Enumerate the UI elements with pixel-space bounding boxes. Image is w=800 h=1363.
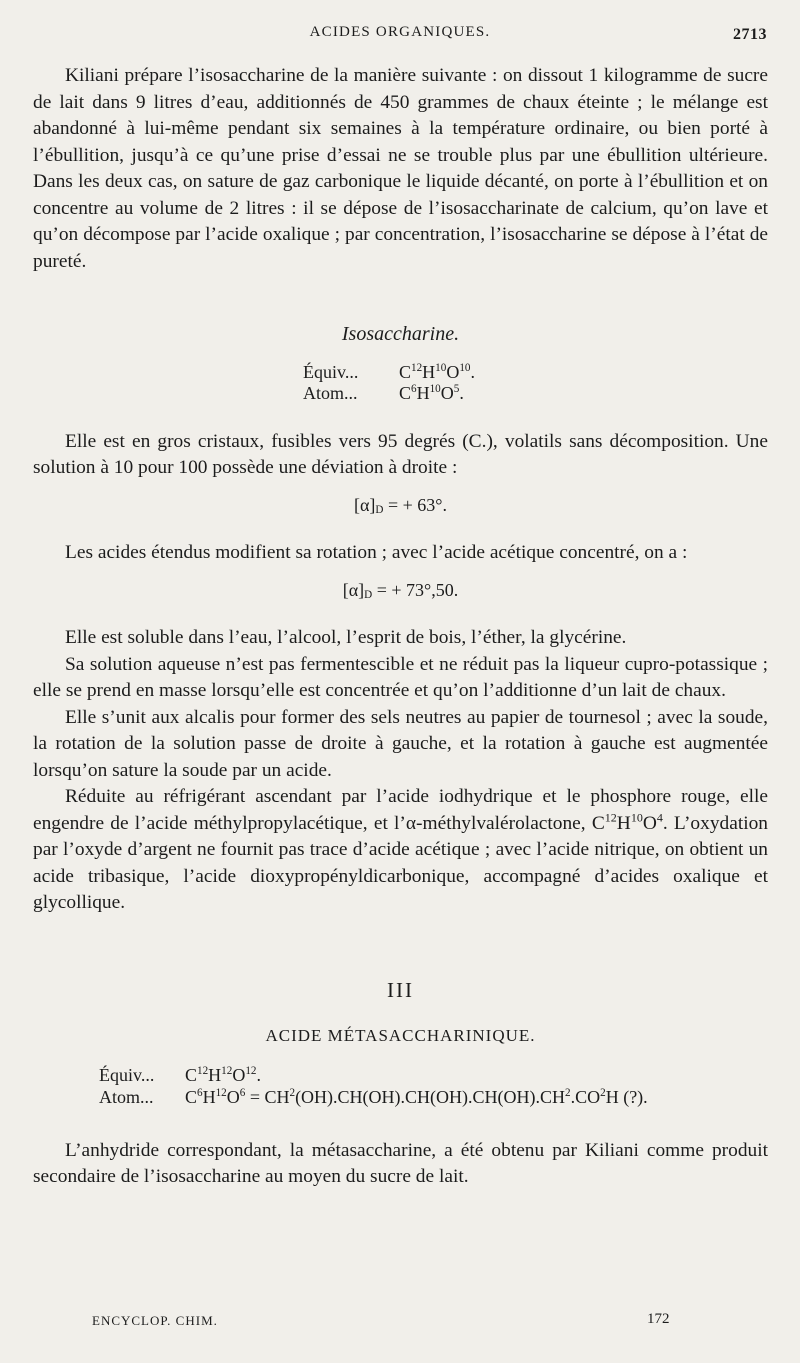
atom-label: Atom... — [303, 382, 358, 403]
section-heading-isosaccharine: Isosaccharine. — [341, 323, 460, 345]
atom-formula-2: Atom... $C^6H^{12}O^6 = CH^2(OH).CH(OH).CH(OH).CH(OH).CH^2.CO^2H$ (?). — [99, 1086, 648, 1107]
footer-signature-number: 172 — [647, 1311, 670, 1327]
equiv-formula-2: Équiv... $C^{12}H^{12}O^{12}$. — [99, 1064, 261, 1085]
paragraph-solution: Sa solution aqueuse n’est pas fermentescible et ne réduit pas la liqueur cupro-potassique ; elle se prend en masse lorsqu’elle est concentrée et qu’on l’additionne d’un lait de chaux. — [33, 653, 768, 701]
paragraph-crystals: Elle est en gros cristaux, fusibles vers 95 degrés (C.), volatils sans décomposition. Une solution à 10 pour 100 possède une déviation à droite : — [33, 430, 768, 478]
paragraph-alkalis: Elle s’unit aux alcalis pour former des sels neutres au papier de tournesol ; avec la soude, la rotation de la solution passe de droite à gauche, et la rotation à gauche est augmentée lorsqu’on sature la soude par un acide. — [33, 706, 768, 781]
paragraph-solubility: Elle est soluble dans l’eau, l’alcool, l’esprit de bois, l’éther, la glycérine. — [65, 627, 627, 648]
rotation-equation-2: $[\alpha]_D$ = + 73°,50. — [342, 579, 459, 601]
equiv-formula: Équiv... $C^{12}H^{10}O^{10}$. — [303, 361, 475, 382]
equiv-label-2: Équiv... — [99, 1064, 155, 1085]
formula-block-metasaccharinic — [99, 1064, 768, 1108]
paragraph-preparation: Kiliani prépare l’isosaccharine de la manière suivante : on dissout 1 kilogramme de sucre de lait dans 9 litres d’eau, additionnés de 450 grammes de chaux éteinte ; le mélange est abandonné à lui-même pendant six semaines à la température ordinaire, ou bien porté à l’ébullition, jusqu’à ce qu’une prise d’essai ne se trouble plus par une ébullition ultérieure. Dans les deux cas, on sature de gaz carbonique le liquide décanté, on porte à l’ébullition et on concentre au volume de 2 litres : il se dépose de l’isosaccharinate de calcium, qu’on lave et qu’on décompose par l’acide oxalique ; par concentration, l’isosaccharine se dépose à l’état de pureté. — [33, 65, 768, 272]
rotation-equation-1: $[\alpha]_D$ = + 63°. — [354, 494, 447, 516]
atom-label-2: Atom... — [99, 1086, 154, 1107]
paragraph-reduction: Réduite au réfrigérant ascendant par l’acide iodhydrique et le phosphore rouge, elle engendre de l’acide méthylpropylacétique, et l’α-méthylvalérolactone, $C^{12}H^{10}O^4$. L’oxydation par l’oxyde d’argent ne fournit pas trace d’acide acétique ; avec l’acide nitrique, on obtient un acide tribasique, l’acide dioxypropényldicarbonique, accompagné d’acides oxalique et glycollique. — [33, 786, 768, 913]
equiv-label: Équiv... — [303, 361, 359, 382]
paragraph-acids: Les acides étendus modifient sa rotation ; avec l’acide acétique concentré, on a : — [65, 542, 688, 563]
page-number: 2713 — [733, 26, 767, 43]
section-number: III — [387, 977, 414, 1002]
page-body — [33, 63, 768, 1191]
formula-block-isosaccharine — [303, 362, 768, 404]
paragraph-anhydride: L’anhydride correspondant, la métasaccharine, a été obtenu par Kiliani comme produit secondaire de l’isosaccharine au moyen du sucre de lait. — [33, 1139, 768, 1187]
atom-formula: Atom... $C^6H^{10}O^5$. — [303, 382, 464, 403]
footer-signature: ENCYCLOP. CHIM. — [92, 1313, 218, 1328]
running-header: ACIDES ORGANIQUES. — [309, 24, 491, 40]
section-heading-metasaccharinic: ACIDE MÉTASACCHARINIQUE. — [265, 1026, 536, 1045]
